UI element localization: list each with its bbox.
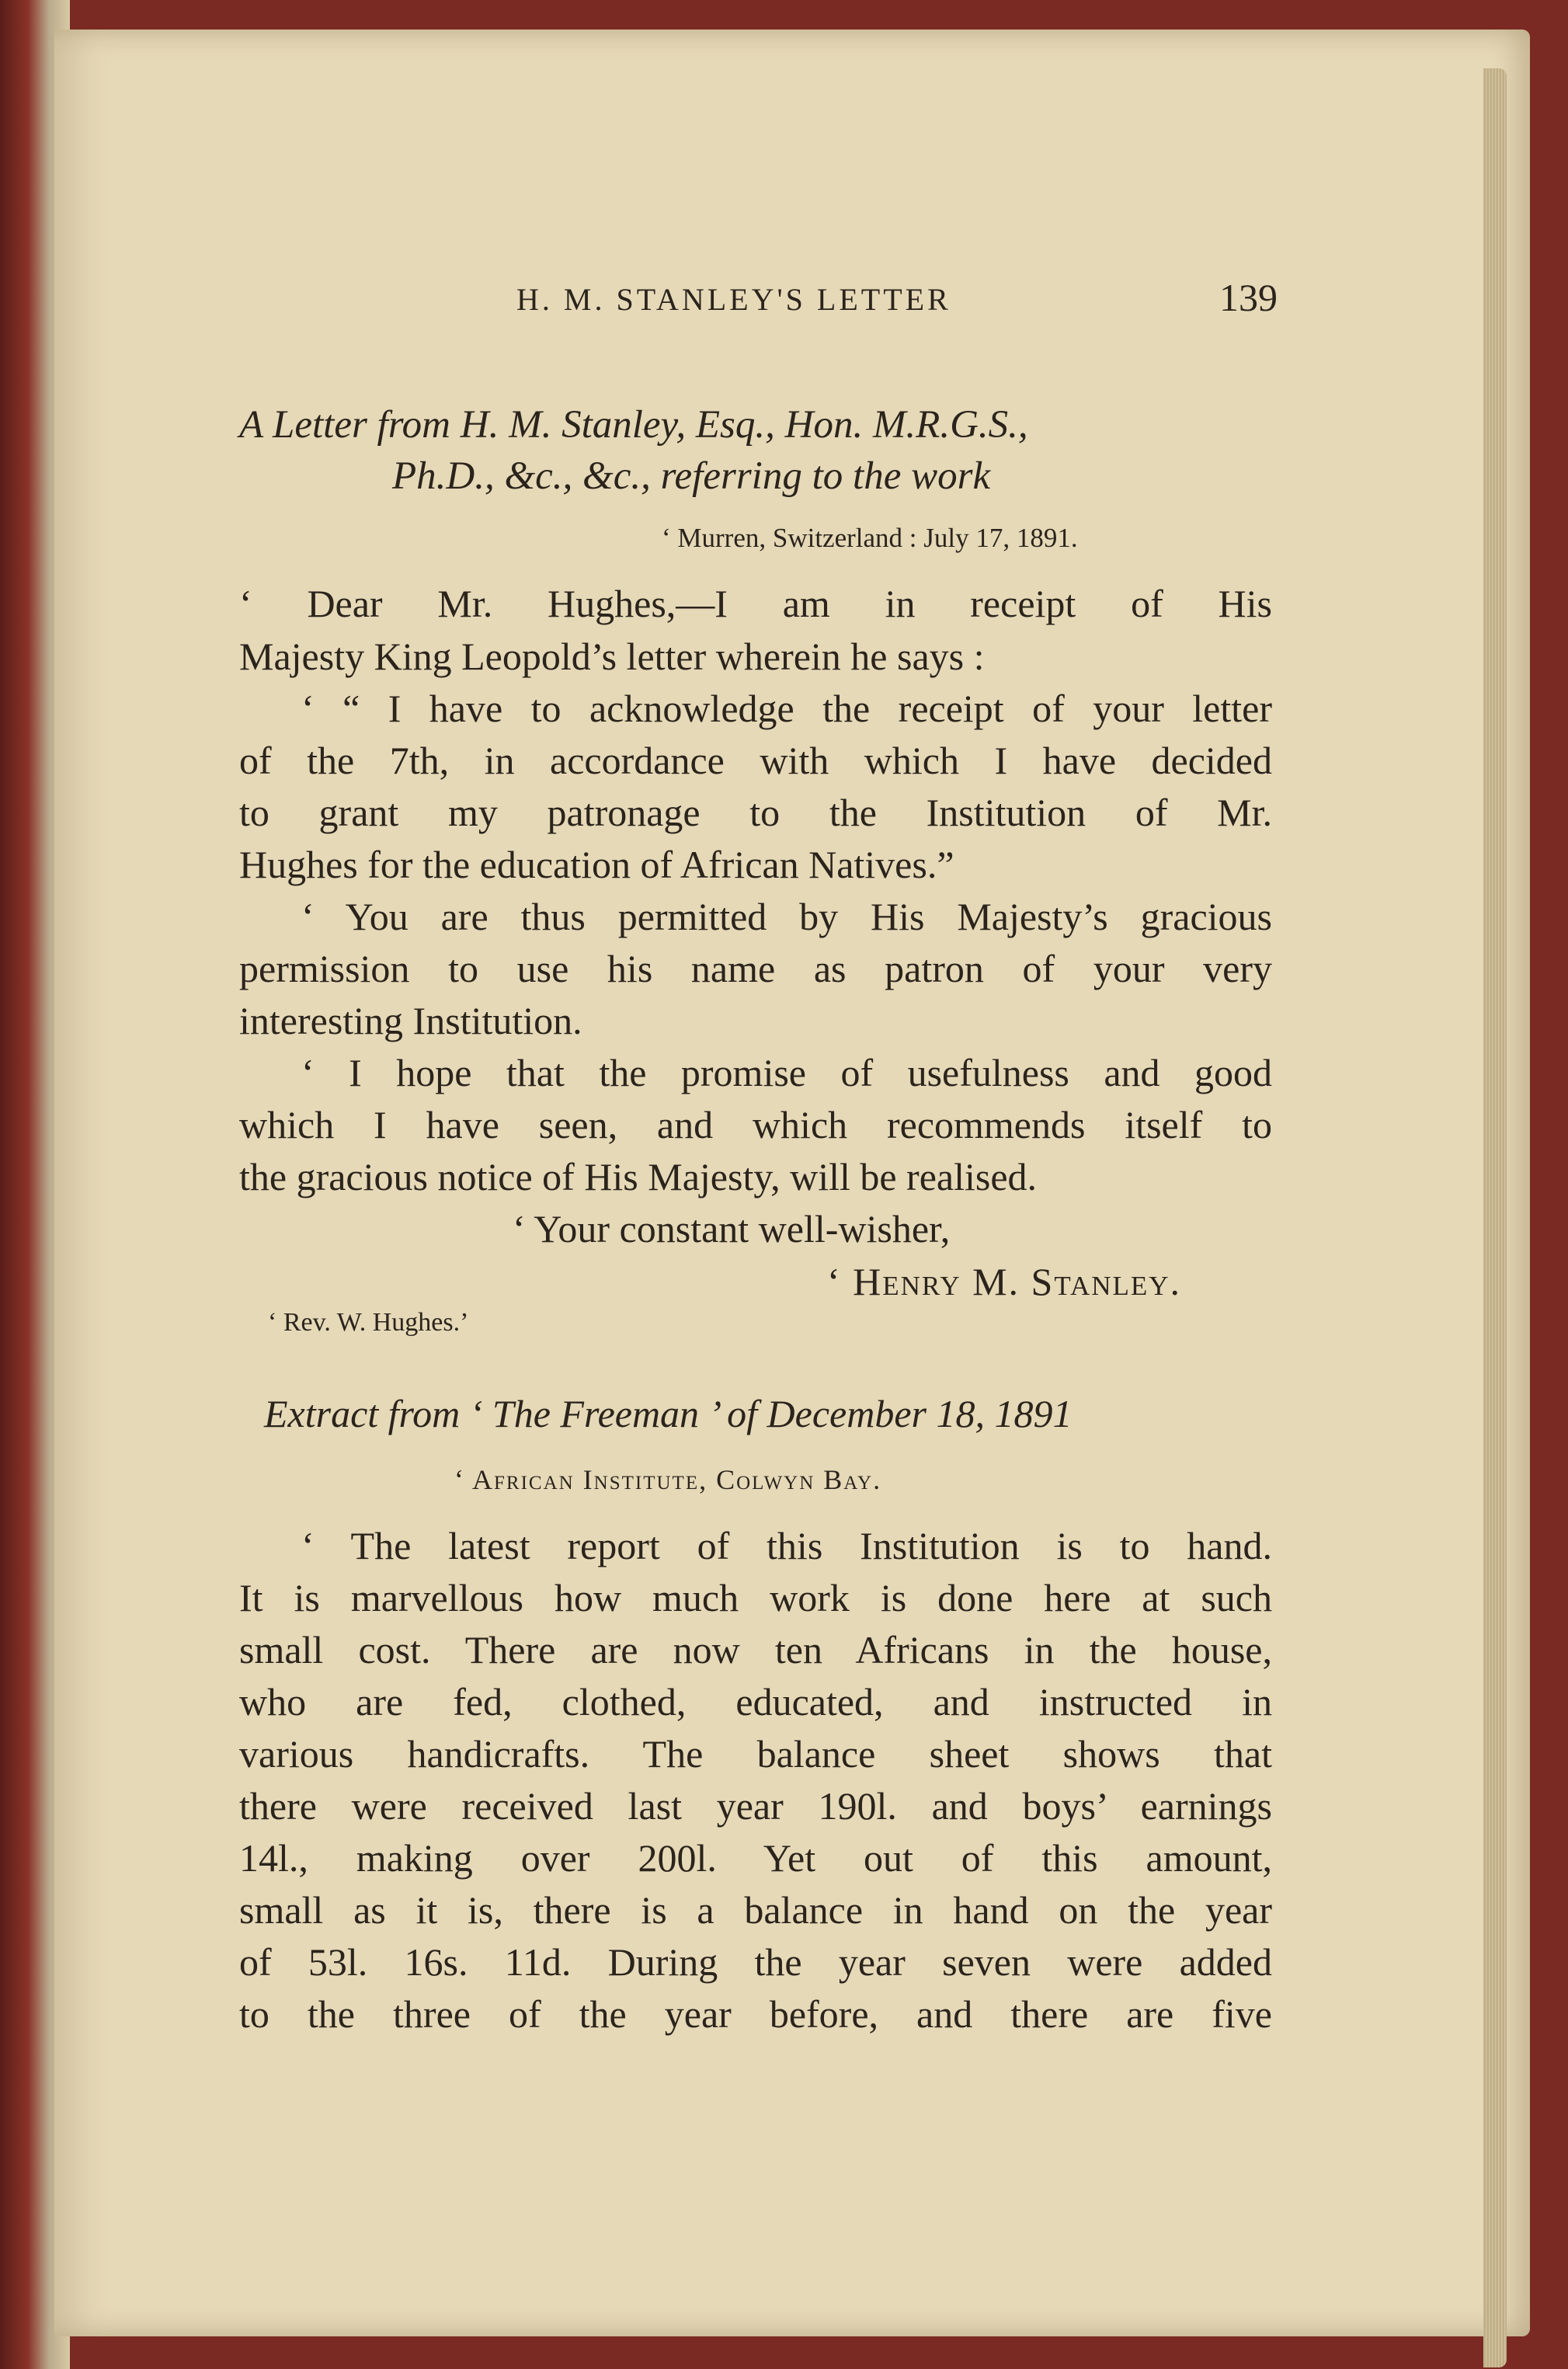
letter-addressee: ‘ Rev. W. Hughes.’ [268, 1308, 469, 1337]
page-header [516, 276, 1278, 319]
page-edge [1483, 68, 1507, 2367]
letter-line: of the 7th, in accordance with which I have decided [239, 739, 1272, 782]
letter-line: ‘ Dear Mr. Hughes,—I am in receipt of His [239, 582, 1272, 625]
letter-line: to grant my patronage to the Institution of Mr. [239, 791, 1272, 834]
letter-line: permission to use his name as patron of your very [239, 947, 1272, 990]
letter-line: Majesty King Leopold’s letter wherein he says : [239, 635, 985, 678]
letter-signature: ‘ Henry M. Stanley. [827, 1260, 1182, 1303]
letter-line: the gracious notice of His Majesty, will be realised. [239, 1155, 1038, 1198]
letter-dateline: ‘ Murren, Switzerland : July 17, 1891. [662, 523, 1078, 553]
letter-title-line-2: Ph.D., &c., &c., referring to the work [392, 454, 991, 498]
letter-line: ‘ “ I have to acknowledge the receipt of your letter [301, 687, 1272, 730]
extract-line: various handicrafts. The balance sheet shows that [239, 1732, 1272, 1776]
extract-title: Extract from ‘ The Freeman ’ of December 18, 1891 [264, 1392, 1073, 1435]
extract-line: small cost. There are now ten Africans in the house, [239, 1628, 1272, 1672]
letter-closing: ‘ Your constant well-wisher, [513, 1207, 951, 1251]
extract-line: of 53l. 16s. 11d. During the year seven were added [239, 1940, 1272, 1984]
page-number: 139 [1219, 276, 1278, 319]
letter-line: ‘ I hope that the promise of usefulness and good [301, 1051, 1272, 1094]
running-title: H. M. STANLEY'S LETTER [516, 282, 951, 317]
letter-line: which I have seen, and which recommends itself to [239, 1103, 1272, 1146]
letter-line: ‘ You are thus permitted by His Majesty’s gracious [301, 895, 1272, 938]
extract-line: It is marvellous how much work is done here at such [239, 1576, 1272, 1619]
extract-line: to the three of the year before, and there are five [239, 1992, 1272, 2036]
extract-line: there were received last year 190l. and boys’ earnings [239, 1784, 1272, 1828]
letter-title-line-1: A Letter from H. M. Stanley, Esq., Hon. M.R.G.S., [239, 403, 1028, 447]
letter-line: interesting Institution. [239, 999, 582, 1042]
extract-line: small as it is, there is a balance in hand on the year [239, 1888, 1272, 1932]
extract-line: ‘ The latest report of this Institution is to hand. [301, 1524, 1272, 1567]
extract-line: 14l., making over 200l. Yet out of this amount, [239, 1836, 1272, 1880]
extract-heading: ‘ African Institute, Colwyn Bay. [454, 1464, 882, 1495]
extract-line: who are fed, clothed, educated, and instructed in [239, 1680, 1272, 1724]
letter-line: Hughes for the education of African Natives.” [239, 843, 954, 886]
